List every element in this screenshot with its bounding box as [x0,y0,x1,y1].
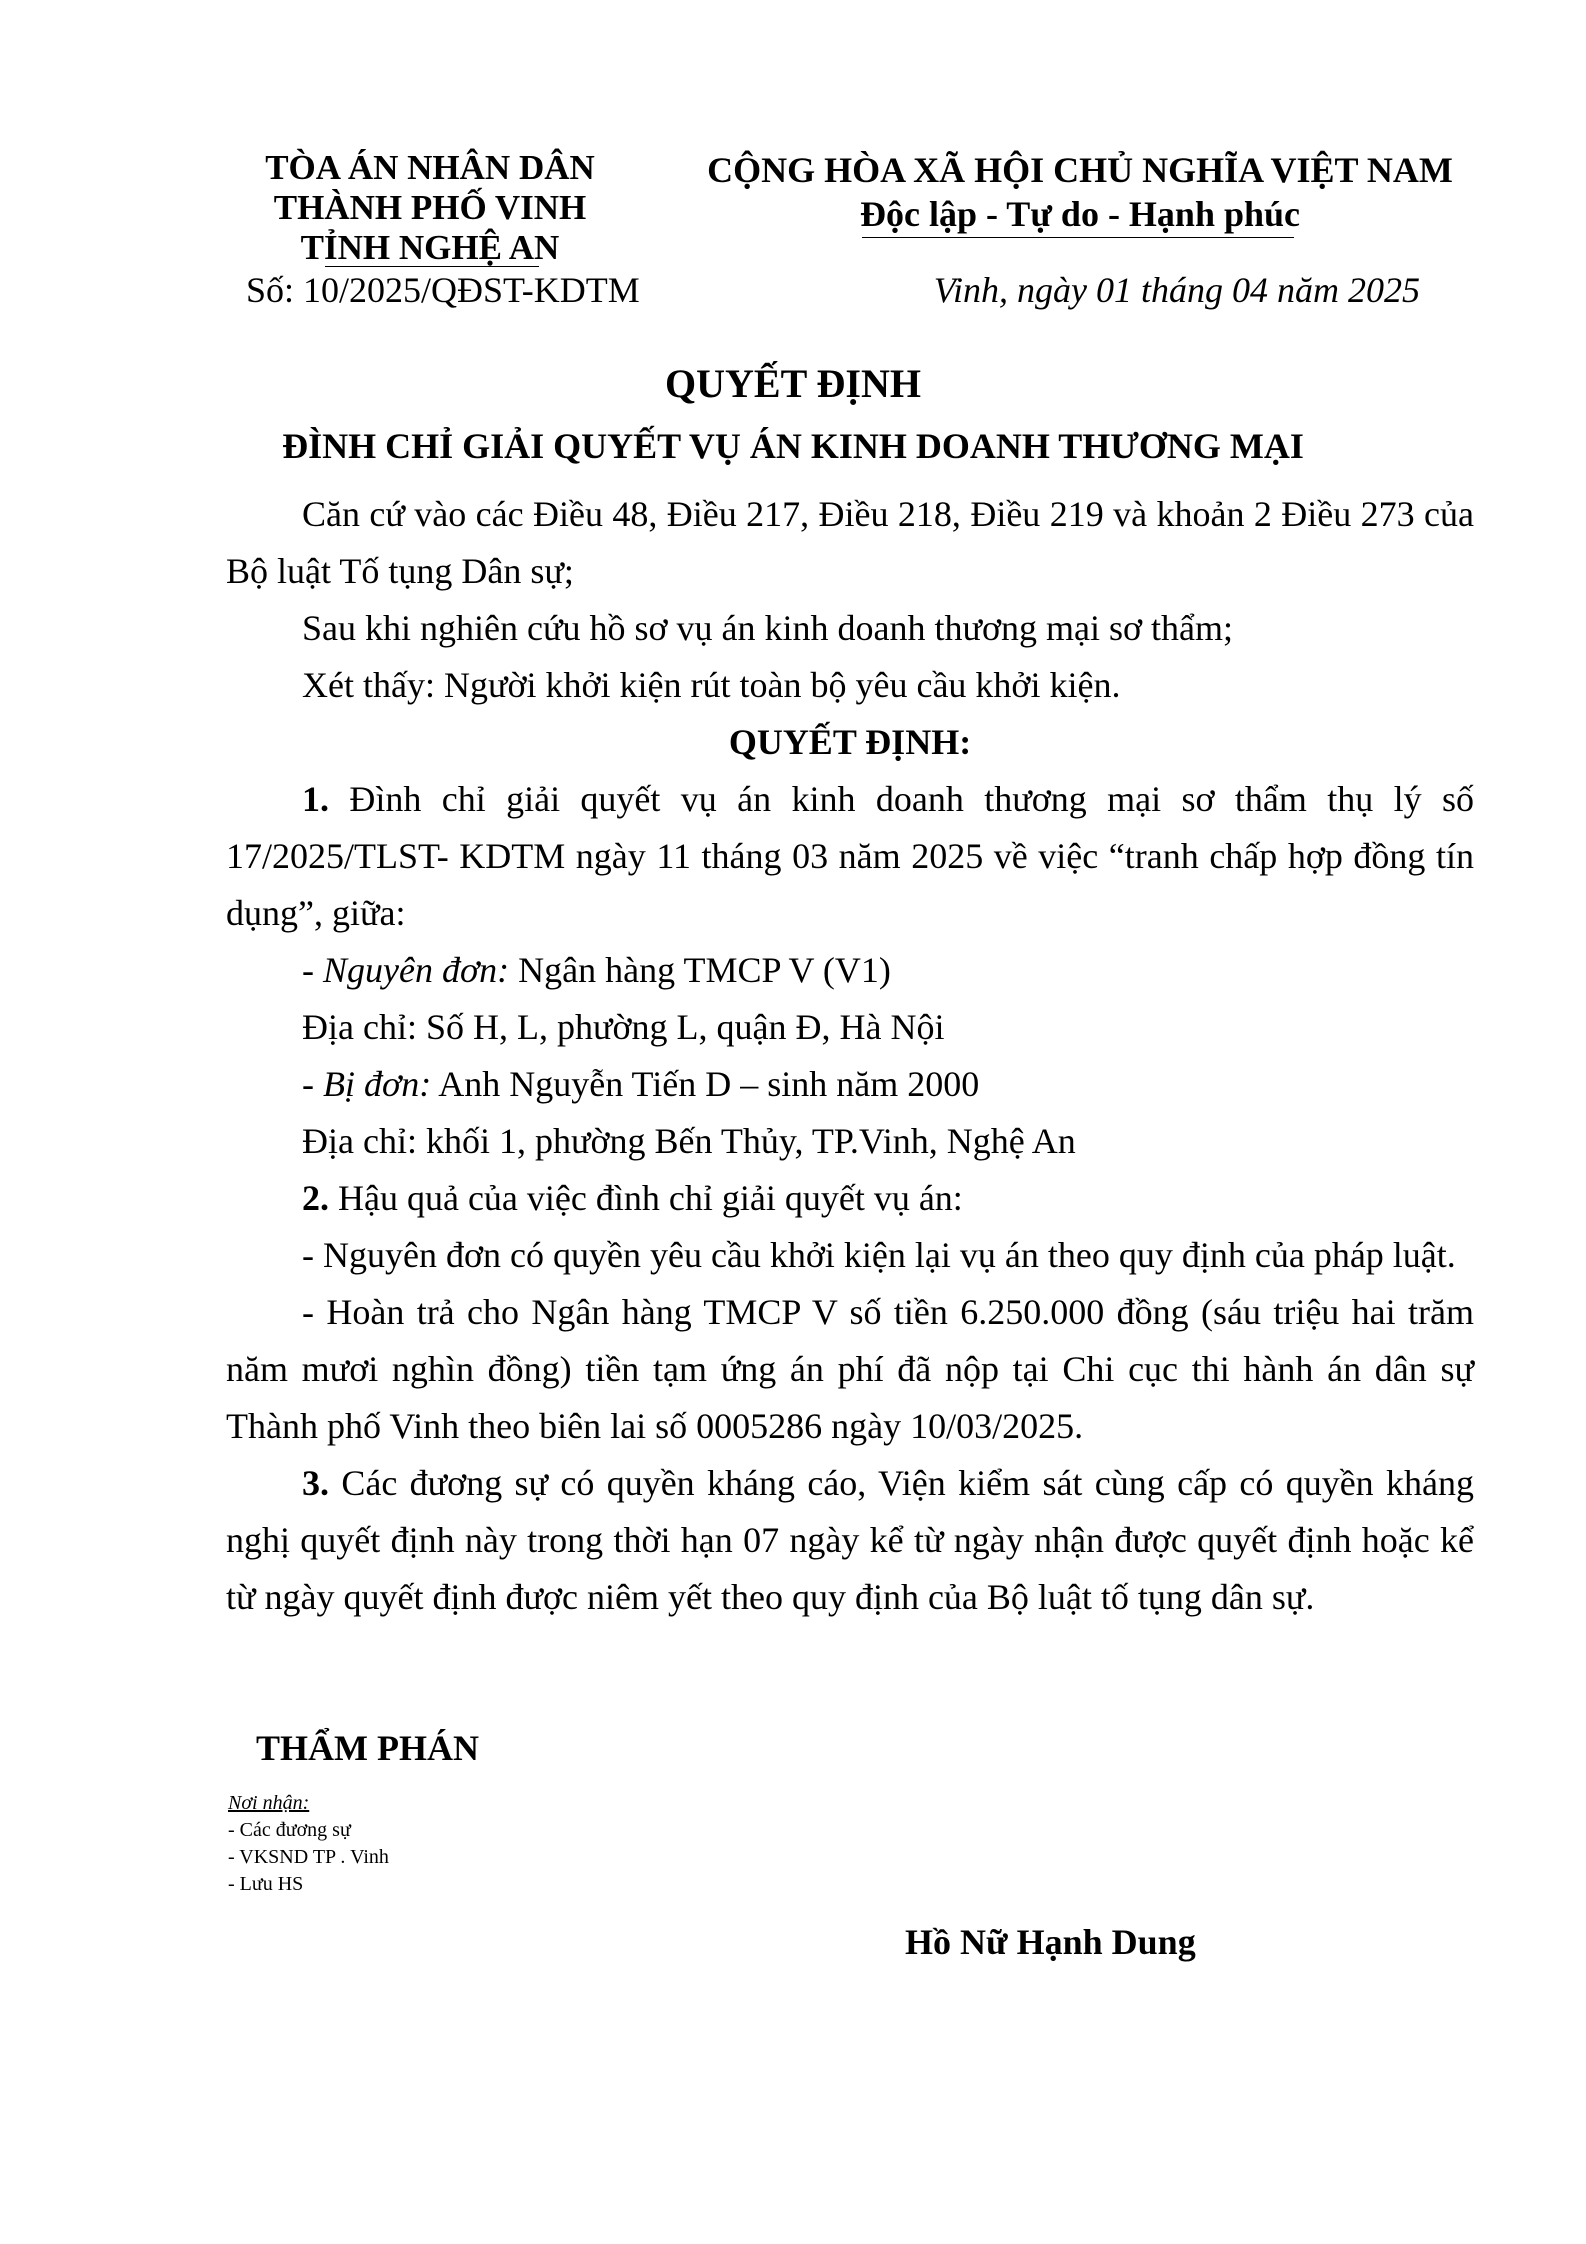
recipient-item: - Các đương sự [228,1819,351,1841]
item-2-text: Hậu quả của việc đình chỉ giải quyết vụ án: [329,1178,963,1218]
recipient-item: - VKSND TP . Vinh [228,1846,389,1868]
plaintiff-address: Địa chỉ: Số H, L, phường L, quận Đ, Hà Nội [302,1007,945,1047]
court-underline [325,266,539,267]
defendant-line [226,1056,1474,1113]
judge-name: Hồ Nữ Hạnh Dung [905,1922,1196,1962]
item-1-number: 1. [302,779,329,819]
defendant-label: Bị đơn: [323,1064,432,1104]
item-3-number: 3. [302,1463,329,1503]
legal-basis: Căn cứ vào các Điều 48, Điều 217, Điều 218, Điều 219 và khoản 2 Điều 273 của Bộ luật Tố tụng Dân sự; [226,494,1474,591]
finding-statement: Xét thấy: Người khởi kiện rút toàn bộ yêu cầu khởi kiện. [302,665,1121,705]
document-title: QUYẾT ĐỊNH [665,361,921,406]
national-header [700,148,1460,236]
judge-title: THẨM PHÁN [256,1728,479,1768]
court-name-line2: THÀNH PHỐ VINH [273,188,587,227]
item-1-text: Đình chỉ giải quyết vụ án kinh doanh thương mại sơ thẩm thụ lý số 17/2025/TLST- KDTM ngày 11 tháng 03 năm 2025 về việc “tranh chấp hợp đồng tín dụng”, giữa: [226,779,1474,933]
recipients-heading: Nơi nhận: [228,1792,310,1814]
recipient-item: - Lưu HS [228,1873,304,1895]
plaintiff-line [226,942,1474,999]
plaintiff-prefix: - [302,950,323,990]
document-subtitle: ĐÌNH CHỈ GIẢI QUYẾT VỤ ÁN KINH DOANH THƯƠNG MẠI [282,426,1304,466]
plaintiff-name: Ngân hàng TMCP V (V1) [509,950,891,990]
country-name: CỘNG HÒA XÃ HỘI CHỦ NGHĨA VIỆT NAM [707,150,1453,190]
decision-item-3 [226,1455,1474,1626]
court-name-block [230,148,630,268]
decision-heading: QUYẾT ĐỊNH: [728,722,972,762]
document-number: Số: 10/2025/QĐST-KDTM [246,270,640,310]
item-3-text: Các đương sự có quyền kháng cáo, Viện kiểm sát cùng cấp có quyền kháng nghị quyết định này trong thời hạn 07 ngày kể từ ngày nhận được quyết định hoặc kể từ ngày quyết định được niêm yết theo quy định của Bộ luật tố tụng dân sự. [226,1463,1474,1617]
court-name-line3: TỈNH NGHỆ AN [300,228,560,267]
document-body [226,486,1474,1626]
defendant-address: Địa chỉ: khối 1, phường Bến Thủy, TP.Vinh, Nghệ An [302,1121,1076,1161]
item-2-number: 2. [302,1178,329,1218]
defendant-prefix: - [302,1064,323,1104]
item-2-consequence-b: - Hoàn trả cho Ngân hàng TMCP V số tiền 6.250.000 đồng (sáu triệu hai trăm năm mươi nghìn đồng) tiền tạm ứng án phí đã nộp tại Chi cục thi hành án dân sự Thành phố Vinh theo biên lai số 0005286 ngày 10/03/2025. [226,1292,1474,1446]
review-statement: Sau khi nghiên cứu hồ sơ vụ án kinh doanh thương mại sơ thẩm; [302,608,1234,648]
plaintiff-label: Nguyên đơn: [323,950,510,990]
national-motto: Độc lập - Tự do - Hạnh phúc [859,194,1301,234]
decision-item-1 [226,771,1474,942]
issue-date: Vinh, ngày 01 tháng 04 năm 2025 [933,270,1420,310]
recipients-list [228,1790,389,1898]
motto-underline [862,237,1294,238]
defendant-name: Anh Nguyễn Tiến D – sinh năm 2000 [431,1064,980,1104]
court-name-line1: TÒA ÁN NHÂN DÂN [265,148,595,187]
decision-item-2 [226,1170,1474,1227]
item-2-consequence-a: - Nguyên đơn có quyền yêu cầu khởi kiện lại vụ án theo quy định của pháp luật. [302,1235,1456,1275]
